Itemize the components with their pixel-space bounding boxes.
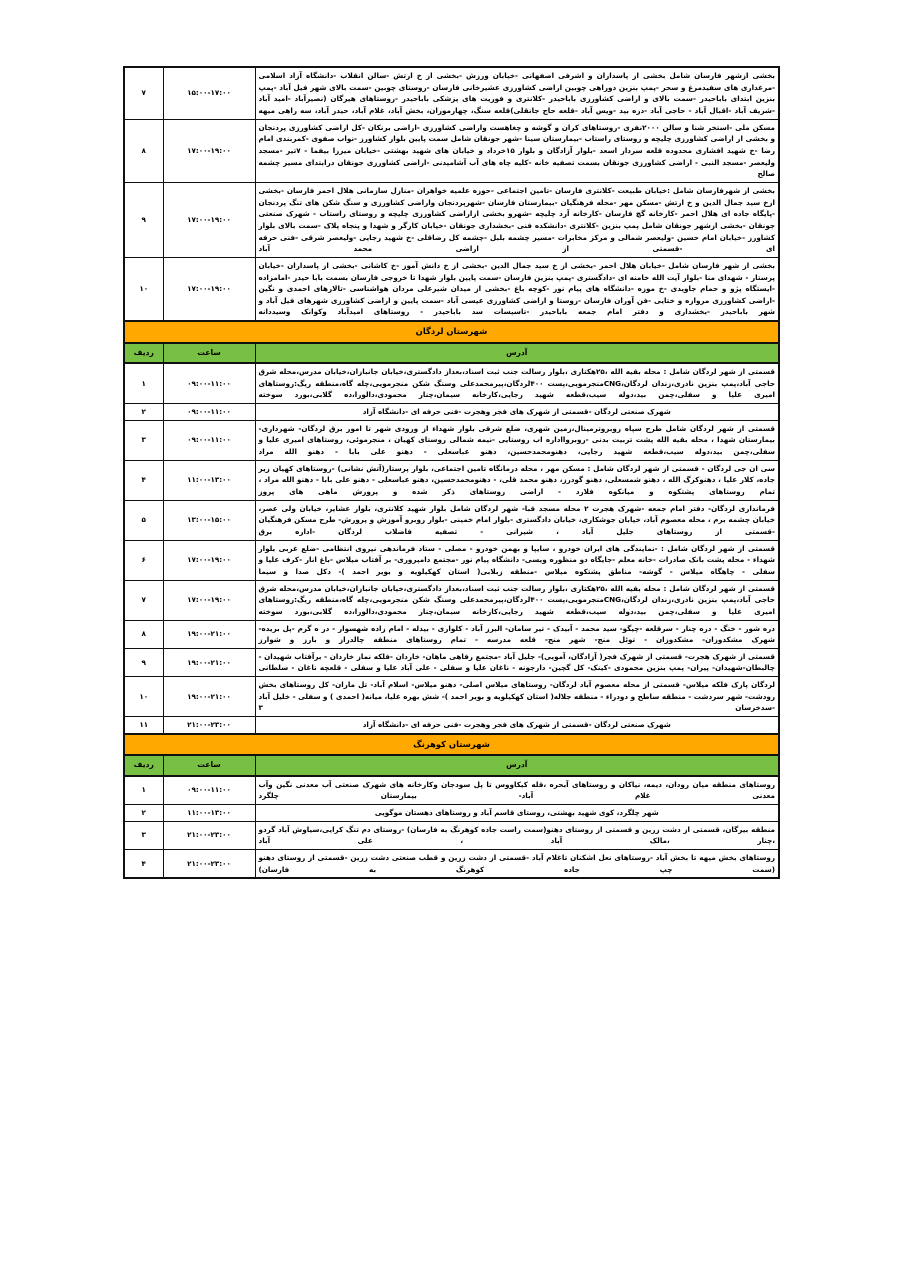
section-title: شهرستان کوهرنگ bbox=[124, 734, 779, 756]
cell-row-no: ۹ bbox=[124, 648, 163, 676]
table-row bbox=[124, 821, 779, 849]
cell-row-no: ۴ bbox=[124, 849, 163, 878]
table-row bbox=[124, 804, 779, 821]
column-header-address: آدرس bbox=[255, 755, 779, 775]
cell-row-no: ۳ bbox=[124, 821, 163, 849]
cell-address: قسمتی از شهر لردگان شامل : -نمایندگی های ایران خودرو ، سایپا و بهمن خودرو - مصلی - ستاد فرماندهی نیروی انتظامی -ضلع غربی بلوار شهداء - محله پشت بانک صادرات -خانه معلم -جایگاه دو منظوره ویسی- دانشگاه پیام نور -مجتمع دامپروری- بر آفتاب میلاس -باغ انار -کرف علیا و سفلی - چاهگاه میلاس - گوشه- مناطق پشتکوه میلاس -منطقه زبلابی( استان کهکیلویه و بویر احمد )- دکل صدا و سیما bbox=[255, 540, 779, 580]
table-row bbox=[124, 182, 779, 257]
cell-time: ۱۱:۰۰-۱۳:۰۰ bbox=[163, 460, 255, 500]
cell-address: فرمانداری لردگان- دفتر امام جمعه -شهرک هجرت ۲ محله مسجد قبا- شهر لردگان شامل بلوار شهید کلانتری، بلوار عشایر، خیابان ولی عصر، خیابان چشمه برم ، محله معصوم آباد، خیابان جوشکاری، خیابان دادگستری -بلوار امام خمینی -بلوار روبرو آموزش و پرورش- طرح مسکن فرهنگیان -قسمتی از روستاهای جلیل آباد ، شیرانی - تصفیه فاضلاب لردگان -اداره برق bbox=[255, 500, 779, 540]
cell-address: قسمتی از شهرک هجرت- قسمتی از شهرک فجر( آزادگان، آمویی)- جلیل آباد -مجتمع رفاهی ماهان- خاردان -فلکه نماز خاردان - برآفتاب شهیدان - چالبطان-شهیدان- پیران- پمپ بنزین محمودی -کینک- کل گچین- دارجونه - ناغان علیا و سفلی - علی آباد علیا و سفلی - قلعچه ناغان - سلطانی bbox=[255, 648, 779, 676]
cell-time: ۲۱:۰۰-۲۳:۰۰ bbox=[163, 717, 255, 734]
column-header-row-lordegan bbox=[124, 343, 779, 363]
cell-address: روستاهای منطقه میان رودان، دیمه، نیاکان و روستاهای آبحره ،قله کیکاووس تا پل سودجان وکارخانه های شهرک صنعتی آب معدنی نگین وآب معدنی غلام آباد- بیمارستان چلگرد bbox=[255, 776, 779, 805]
outage-schedule-table bbox=[123, 66, 780, 879]
table-row bbox=[124, 540, 779, 580]
cell-row-no: ۸ bbox=[124, 620, 163, 648]
cell-time: ۰۹:۰۰-۱۱:۰۰ bbox=[163, 363, 255, 403]
table-row bbox=[124, 648, 779, 676]
cell-time: ۱۳:۰۰-۱۵:۰۰ bbox=[163, 500, 255, 540]
table-row bbox=[124, 620, 779, 648]
cell-address: بخشی ازشهر فارسان شامل بخشی از پاسداران و اشرفی اصفهانی -خیابان ورزش -بخشی از خ ارتش -سالن انقلاب -دانشگاه آزاد اسلامی -مرغداری های سفیدمرغ و سحر -پمپ بنزین دوراهی چوبین اراضی کشاورزی عشیرخانی فارسان -روستای چوبین -سمت بالای شهر فیل آباد -پمپ بنزین ابتدای باباحیدر -سمت بالای و اراضی کشاورزی باباحیدر -کلانتری و فوریت های پزشکی باباحیدر -روستاهای هیرگان (نصیرآباد -امید آباد -شریف آباد -اقبال آباد - حاجی آباد -دره بید -ویس آباد -قلعه حاج جانقلی)قلعه سنگ، چهارموران، بخش آباد، غلام آباد، حیدر آباد، سه راهی میهه bbox=[255, 67, 779, 119]
column-header-row-no: رديف bbox=[124, 343, 163, 363]
table-row bbox=[124, 580, 779, 620]
column-header-time: ساعت bbox=[163, 755, 255, 775]
cell-time: ۱۷:۰۰-۱۹:۰۰ bbox=[163, 182, 255, 257]
column-header-row-koohrang bbox=[124, 755, 779, 775]
cell-row-no: ۵ bbox=[124, 500, 163, 540]
table-row bbox=[124, 849, 779, 878]
cell-time: ۱۷:۰۰-۱۹:۰۰ bbox=[163, 119, 255, 182]
column-header-row-no: رديف bbox=[124, 755, 163, 775]
cell-row-no: ۷ bbox=[124, 580, 163, 620]
column-header-address: آدرس bbox=[255, 343, 779, 363]
cell-time: ۱۷:۰۰-۱۹:۰۰ bbox=[163, 580, 255, 620]
cell-row-no: ۱۱ bbox=[124, 717, 163, 734]
cell-row-no: ۱۰ bbox=[124, 677, 163, 717]
cell-row-no: ۳ bbox=[124, 420, 163, 460]
cell-row-no: ۷ bbox=[124, 67, 163, 119]
cell-time: ۱۷:۰۰-۱۹:۰۰ bbox=[163, 540, 255, 580]
table-row bbox=[124, 67, 779, 119]
cell-address: بخشی از شهر فارسان شامل -خیابان هلال احمر -بخشی از خ سید جمال الدین -بخشی از خ دانش آموز -خ کاشانی -بخشی از پاسداران -خیابان پرستار - شهدای منا -بلوار آیت الله خامنه ای -دادگستری -پمپ بنزین فارسان -سمت پایین بلوار شهدا تا خروجی فارسان بسمت بابا حیدر -امامزاده -ایستگاه پژو و حمام جاویدی -خ موزه -دانشگاه های پیام نور -کوچه باغ -بخشی از میدان شیرعلی مردان هواشناسی -تالارهای احمدی و نگین -اراضی کشاورزی مروازه و ختایی -فن آوران فارسان -روستا و اراضی کشاورزی عیسی آباد -سمت پایین و اراضی کشاورزی شهرهای فیل آباد و شهر باباحیدر -بخشداری و دفتر امام جمعه باباحیدر -تاسیسات سد باباحیدر - روستاهای امیدآباد وکوانک وسیددانه bbox=[255, 257, 779, 321]
cell-row-no: ۹ bbox=[124, 182, 163, 257]
cell-address: لردگان پارک فلکه میلاس- قسمتی از محله معصوم آباد لردگان- روستاهای میلاس اصلی- دهنو میلاس- اسلام آباد- تل ماران- کل روستاهای بخش رودشت- شهر سردشت - منطقه ساطح و دودراء - منطقه جلاله( استان کهکیلویه و بویر احمد )- شش بهره علیا، میانه( احمدی ) و سفلی - خلیل آباد -سدخرسان ۳ bbox=[255, 677, 779, 717]
table-row bbox=[124, 363, 779, 403]
cell-time: ۱۹:۰۰-۲۱:۰۰ bbox=[163, 648, 255, 676]
table-row bbox=[124, 257, 779, 321]
cell-address: سی ان جی لردگان - قسمتی از شهر لردگان شامل : مسکن مهر ، محله درمانگاه تامین اجتماعی، بلوار پرستار(آتش نشانی) -روستاهای کهیان زیر جاده، کلار علیا ، دهنوکرگ الله ، دهنو شمسعلی، دهنو گودرز، دهنو محمد قلی، - دهنومحمدحسین، دهنو عباسعلی - دهنو علی بابا - دهنو الله مراد ، تمام روستاهای پشتکوه و میانکوه فلارد - اراضی روستاهای ذکر شده و پرورش ماهی های پروز bbox=[255, 460, 779, 500]
cell-row-no: ۱۰ bbox=[124, 257, 163, 321]
section-banner-koohrang bbox=[124, 734, 779, 756]
table-row bbox=[124, 717, 779, 734]
cell-row-no: ۶ bbox=[124, 540, 163, 580]
cell-time: ۲۱:۰۰-۲۳:۰۰ bbox=[163, 821, 255, 849]
cell-time: ۱۷:۰۰-۱۹:۰۰ bbox=[163, 257, 255, 321]
table-row bbox=[124, 404, 779, 421]
cell-address: شهرک صنعتی لردگان -قسمتی از شهرک های فجر وهجرت -فنی حرفه ای -دانشگاه آزاد bbox=[255, 404, 779, 421]
table-row bbox=[124, 119, 779, 182]
table-row bbox=[124, 677, 779, 717]
cell-address: روستاهای بخش میهه تا بخش آباد -روستاهای نعل اشکنان تاغلام آباد -قسمتی از دشت زرین و قطب صنعتی دشت زرین -قسمتی از روستای دهنو (سمت چپ جاده کوهرنگ به فارسان) bbox=[255, 849, 779, 878]
cell-row-no: ۸ bbox=[124, 119, 163, 182]
column-header-time: ساعت bbox=[163, 343, 255, 363]
cell-address: شهرک صنعتی لردگان -قسمتی از شهرک های فجر وهجرت -فنی حرفه ای -دانشگاه آزاد bbox=[255, 717, 779, 734]
cell-address: قسمتی از شهر لردگان شامل : محله بقیه الله ،۲۵هکتاری ،بلوار رسالت جنب ثبت اسناد،بعداز دادگستری،خیابان جانبازان،خیابان مدرس،محله شرق حاجی آباد،پمپ بنزین نادری،زندان لردگان،CNGمنجرمویی،پست ۴۰۰لردگان،پیرمحمدعلی وسنگ شکن منجرمویی،چله گاه،منطقه ریگ:روستاهای امیری علیا و سفلی،چمن بید،دوله سیب،قطعه شهید رجایی،کارخانه سیمان،چنار محمودی،دالورا،ده گلابی،بورد سوخته bbox=[255, 363, 779, 403]
cell-time: ۱۱:۰۰-۱۳:۰۰ bbox=[163, 804, 255, 821]
cell-address: قسمتی از شهر لردگان شامل : محله بقیه الله ،۲۵هکتاری ،بلوار رسالت جنب ثبت اسناد،بعداز دادگستری،خیابان جانبازان،خیابان مدرس،محله شرق حاجی آباد،پمپ بنزین نادری،زندان لردگان،CNGمنجرمویی،پست ۴۰۰لردگان،پیرمحمدعلی وسنگ شکن منجرمویی،چله گاه،منطقه ریگ:روستاهای امیری علیا و سفلی،چمن بید،دوله سیب،قطعه شهید رجایی،کارخانه سیمان،چنار محمودی،دالورا،ده گلابی،بورد سوخته bbox=[255, 580, 779, 620]
cell-time: ۱۹:۰۰-۲۱:۰۰ bbox=[163, 677, 255, 717]
cell-row-no: ۱ bbox=[124, 363, 163, 403]
cell-time: ۱۹:۰۰-۲۱:۰۰ bbox=[163, 620, 255, 648]
cell-row-no: ۲ bbox=[124, 804, 163, 821]
outage-schedule-table-wrapper bbox=[125, 66, 780, 879]
table-row bbox=[124, 500, 779, 540]
cell-time: ۱۵:۰۰-۱۷:۰۰ bbox=[163, 67, 255, 119]
cell-row-no: ۱ bbox=[124, 776, 163, 805]
section-banner-lordegan bbox=[124, 321, 779, 343]
cell-time: ۰۹:۰۰-۱۱:۰۰ bbox=[163, 420, 255, 460]
cell-row-no: ۲ bbox=[124, 404, 163, 421]
section-title: شهرستان لردگان bbox=[124, 321, 779, 343]
table-row bbox=[124, 776, 779, 805]
cell-time: ۲۱:۰۰-۲۳:۰۰ bbox=[163, 849, 255, 878]
cell-address: شهر چلگرد، کوی شهید بهشتی، روستای قاسم آباد و روستاهای دهستان موگویی bbox=[255, 804, 779, 821]
cell-time: ۰۹:۰۰-۱۱:۰۰ bbox=[163, 776, 255, 805]
table-row bbox=[124, 460, 779, 500]
cell-row-no: ۴ bbox=[124, 460, 163, 500]
cell-address: بخشی از شهرفارسان شامل :خیابان طبیعت -کلانتری فارسان -تامین اجتماعی -حوزه علمیه خواهران -منازل سازمانی هلال احمر فارسان -بخشی ازخ سید جمال الدین و خ ارتش -مسکن مهر -محله فرهنگیان -بیمارستان فارسان -شهرپردنجان واراضی کشاورزی و سنگ شکن های تنگ پردنجان -پایگاه جاده ای هلال احمر -کارخانه گچ فارسان -کارخانه آرد چلیچه -شهرو بخشی ازاراضی کشاورزی چلیچه و روستای راستاب - شهرک صنعتی جونقان -بخشی ازشهر جونقان شامل پمپ بنزین -کلانتری -دانشکده فنی -بخشداری جونقان -خیابان کارگر و شهدا و پنجاه پلاک -سمت بالای بلوار کشاورز -خیابان امام حسین -ولیعصر شمالی و مرکز مخابرات -مسیر چشمه بلبل -چشمه کل رضاقلی -خ شهید رجایی -ولیعصر شرقی -فنی حرفه ای -قسمتی از اراضی محمد آباد bbox=[255, 182, 779, 257]
cell-time: ۰۹:۰۰-۱۱:۰۰ bbox=[163, 404, 255, 421]
cell-address: قسمتی از شهر لردگان شامل طرح سپاه روبروترمینال،زمین شهری، ضلع شرقی بلوار شهداء از ورودی شهر تا امور برق لردگان- شهرداری- بیمارستان شهدا ، محله بقیه الله پشت تربیت بدنی -روبروااداره اب روستایی -نیمه شمالی روستای کهیان ، منجرموئی، روستاهای امیری علیا و سفلی،چمن بید،دوله سیب،قطعه شهید رجایی، دهنومحمدحسین، دهنو عباسعلی - دهنو علی بابا - دهنو الله مراد bbox=[255, 420, 779, 460]
cell-address: مسکن ملی -استخر شنا و سالن ۲۰۰۰نفری -روستاهای کران و گوشه و چغاهست واراضی کشاورزی -اراضی برنکان -کل اراضی کشاورزی پردنجان و بخشی از اراضی کشاورزی چلیچه و روستای راستاب -بیمارستان سینا -شهر جونقان شامل سمت پایین بلوار کشاورز -نواب صفوی -کمربندی امام رضا -خ شهید افشاری محدوده قلعه سردار اسعد -بلوار آزادگان و بلوار ۱۵خرداد و خیابان های شهید بهشتی -خیابان میرزا بیفما - ۷تیر -مسجد ولیعصر -مسجد النبی - اراضی کشاورزی جونقان بسمت تصفیه خانه -کلیه چاه های آب آشامیدنی -اراضی کشاورزی جونقان درابتدای مسیر چشمه صالح bbox=[255, 119, 779, 182]
cell-address: منطقه بیرگان، قسمتی از دشت زرین و قسمتی از روستای دهنو(سمت راست جاده کوهرنگ به فارسان) -روستای دم تنگ کرایی،سیاوش آباد گردو ،چنار ،مالک آباد ، علی آباد bbox=[255, 821, 779, 849]
cell-address: دره شور - خنگ - دره چنار - سرقلعه -چیگو- سید محمد - آبیدک - تیر سامان- البرز آباد - کلواری - بیدله - امام زاده شهسوار - در ه گرم -پل بریده- شهرک مشکدوزان- مشکدوزان - توئل منج- شهر منج- قلعه مدرسه - تمام روستاهای منطقه چالدراز و بارز و شوارز bbox=[255, 620, 779, 648]
table-row bbox=[124, 420, 779, 460]
